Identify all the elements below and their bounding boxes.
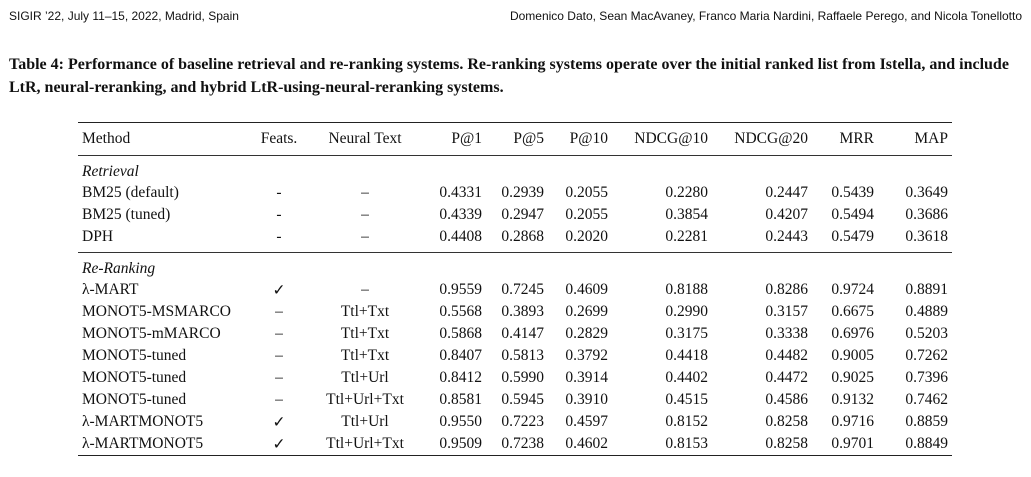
value-cell: ✓ [272, 413, 286, 431]
value-cell: 0.9724 [831, 281, 874, 298]
method-cell: λ-MARTMONOT5 [82, 413, 204, 430]
value-cell: 0.5439 [831, 184, 874, 201]
value-cell: Ttl+Url [341, 369, 389, 386]
running-header [9, 9, 1022, 27]
conference-info: SIGIR ’22, July 11–15, 2022, Madrid, Spain [9, 9, 239, 23]
value-cell: 0.4207 [765, 206, 808, 223]
table-row [78, 323, 952, 345]
method-cell: λ-MART [82, 281, 139, 298]
value-cell: 0.5945 [501, 391, 544, 408]
table-row [78, 367, 952, 389]
table-caption: Table 4: Performance of baseline retrieval and re-ranking systems. Re-ranking systems operate over the initial ranked list from Istella, and include LtR, neural-reranking, and hybrid LtR-using-neural-reranking systems. [9, 56, 1009, 96]
value-cell: 0.9025 [831, 369, 874, 386]
value-cell: 0.2829 [565, 325, 608, 342]
value-cell: – [361, 206, 369, 223]
value-cell: 0.2280 [665, 184, 708, 201]
value-cell: – [275, 347, 283, 364]
table-row [78, 182, 952, 204]
value-cell: 0.4418 [665, 347, 708, 364]
method-cell: λ-MARTMONOT5 [78, 433, 248, 456]
value-cell: 0.2939 [501, 184, 544, 201]
value-cell: 0.8152 [665, 413, 708, 430]
value-cell: 0.7262 [905, 347, 948, 364]
value-cell: 0.8188 [665, 281, 708, 298]
value-cell: 0.9716 [831, 413, 874, 430]
value-cell: 0.5990 [501, 369, 544, 386]
value-cell: - [276, 228, 282, 245]
value-cell: – [275, 369, 283, 386]
value-cell: 0.8258 [712, 433, 812, 456]
value-cell: – [275, 325, 283, 342]
table-row [78, 279, 952, 301]
value-cell: 0.8286 [765, 281, 808, 298]
value-cell: 0.7396 [905, 369, 948, 386]
value-cell: 0.4609 [565, 281, 608, 298]
column-header: P@10 [548, 123, 612, 156]
value-cell: 0.4597 [565, 413, 608, 430]
value-cell: 0.2868 [501, 228, 544, 245]
value-cell: Ttl+Txt [340, 347, 390, 364]
value-cell: 0.3854 [665, 206, 708, 223]
reranking-group [78, 253, 952, 456]
value-cell: 0.5203 [905, 325, 948, 342]
column-header: P@5 [486, 123, 548, 156]
value-cell: Ttl+Url+Txt [310, 433, 420, 456]
column-header: NDCG@20 [712, 123, 812, 156]
author-list: Domenico Dato, Sean MacAvaney, Franco Maria Nardini, Raffaele Perego, and Nicola Tonellotto [509, 9, 1022, 23]
value-cell: 0.4339 [439, 206, 482, 223]
value-cell: 0.5568 [439, 303, 482, 320]
value-cell: Ttl+Url [341, 413, 389, 430]
value-cell: 0.4402 [665, 369, 708, 386]
value-cell: ✓ [272, 281, 286, 299]
value-cell: 0.3649 [905, 184, 948, 201]
method-cell: MONOT5-tuned [82, 347, 187, 364]
value-cell: 0.7223 [501, 413, 544, 430]
value-cell: 0.8407 [439, 347, 482, 364]
table-row [78, 345, 952, 367]
value-cell: 0.2699 [565, 303, 608, 320]
group-label: Re-Ranking [78, 253, 952, 280]
value-cell: 0.3338 [765, 325, 808, 342]
value-cell: 0.4515 [665, 391, 708, 408]
table-row [78, 226, 952, 253]
value-cell: 0.4147 [501, 325, 544, 342]
column-header: MAP [878, 123, 952, 156]
group-label: Retrieval [82, 163, 139, 180]
value-cell: 0.6675 [831, 303, 874, 320]
value-cell: – [361, 228, 369, 245]
value-cell: 0.9005 [831, 347, 874, 364]
value-cell: 0.9132 [831, 391, 874, 408]
value-cell: 0.8412 [439, 369, 482, 386]
value-cell: 0.5479 [831, 228, 874, 245]
value-cell: – [275, 391, 283, 408]
value-cell: 0.2055 [565, 184, 608, 201]
method-cell: DPH [82, 228, 114, 245]
value-cell: 0.5494 [831, 206, 874, 223]
column-header: NDCG@10 [612, 123, 712, 156]
value-cell: 0.4602 [548, 433, 612, 456]
method-cell: MONOT5-mMARCO [82, 325, 221, 342]
value-cell: 0.2447 [765, 184, 808, 201]
value-cell: 0.8891 [905, 281, 948, 298]
value-cell: 0.4331 [439, 184, 482, 201]
value-cell: – [361, 184, 369, 201]
method-cell: MONOT5-tuned [82, 369, 187, 386]
value-cell: 0.8258 [765, 413, 808, 430]
results-table [78, 122, 952, 456]
value-cell: 0.2281 [665, 228, 708, 245]
value-cell: 0.4586 [765, 391, 808, 408]
value-cell: 0.4472 [765, 369, 808, 386]
value-cell: 0.8581 [439, 391, 482, 408]
header-row [78, 123, 952, 156]
group-label-row [78, 156, 952, 183]
value-cell: 0.4889 [905, 303, 948, 320]
value-cell: 0.8849 [878, 433, 952, 456]
value-cell: 0.9550 [439, 413, 482, 430]
column-header: Method [78, 123, 248, 156]
value-cell: 0.5813 [501, 347, 544, 364]
value-cell: 0.3893 [501, 303, 544, 320]
value-cell: – [275, 303, 283, 320]
column-header: Feats. [248, 123, 310, 156]
value-cell: 0.3792 [565, 347, 608, 364]
value-cell: 0.3914 [565, 369, 608, 386]
value-cell: 0.9701 [812, 433, 878, 456]
value-cell: 0.3175 [665, 325, 708, 342]
value-cell: 0.2055 [565, 206, 608, 223]
value-cell: 0.7245 [501, 281, 544, 298]
value-cell: 0.3686 [905, 206, 948, 223]
value-cell: 0.4408 [439, 228, 482, 245]
value-cell: 0.9509 [420, 433, 486, 456]
column-header: Neural Text [310, 123, 420, 156]
value-cell: 0.3618 [905, 228, 948, 245]
table-row [78, 389, 952, 411]
value-cell: 0.3157 [765, 303, 808, 320]
value-cell: 0.4482 [765, 347, 808, 364]
column-header: MRR [812, 123, 878, 156]
value-cell: Ttl+Txt [340, 325, 390, 342]
value-cell: 0.8859 [905, 413, 948, 430]
value-cell: 0.2020 [565, 228, 608, 245]
method-cell: MONOT5-MSMARCO [82, 303, 231, 320]
method-cell: BM25 (default) [82, 184, 179, 201]
column-header: P@1 [420, 123, 486, 156]
table-row [78, 204, 952, 226]
value-cell: ✓ [248, 433, 310, 456]
value-cell: 0.7462 [905, 391, 948, 408]
value-cell: – [361, 281, 369, 298]
value-cell: - [276, 206, 282, 223]
table-row [78, 301, 952, 323]
retrieval-group [78, 156, 952, 253]
value-cell: Ttl+Url+Txt [326, 391, 404, 408]
value-cell: 0.9559 [439, 281, 482, 298]
value-cell: 0.3910 [565, 391, 608, 408]
method-cell: MONOT5-tuned [82, 391, 187, 408]
value-cell: 0.2443 [765, 228, 808, 245]
value-cell: 0.8153 [612, 433, 712, 456]
group-label-row [78, 253, 952, 280]
method-cell: BM25 (tuned) [82, 206, 171, 223]
table-row [78, 433, 952, 456]
value-cell: 0.6976 [831, 325, 874, 342]
value-cell: 0.5868 [439, 325, 482, 342]
value-cell: - [276, 184, 282, 201]
table-row [78, 411, 952, 433]
value-cell: 0.2990 [665, 303, 708, 320]
value-cell: 0.7238 [486, 433, 548, 456]
value-cell: 0.2947 [501, 206, 544, 223]
value-cell: Ttl+Txt [340, 303, 390, 320]
